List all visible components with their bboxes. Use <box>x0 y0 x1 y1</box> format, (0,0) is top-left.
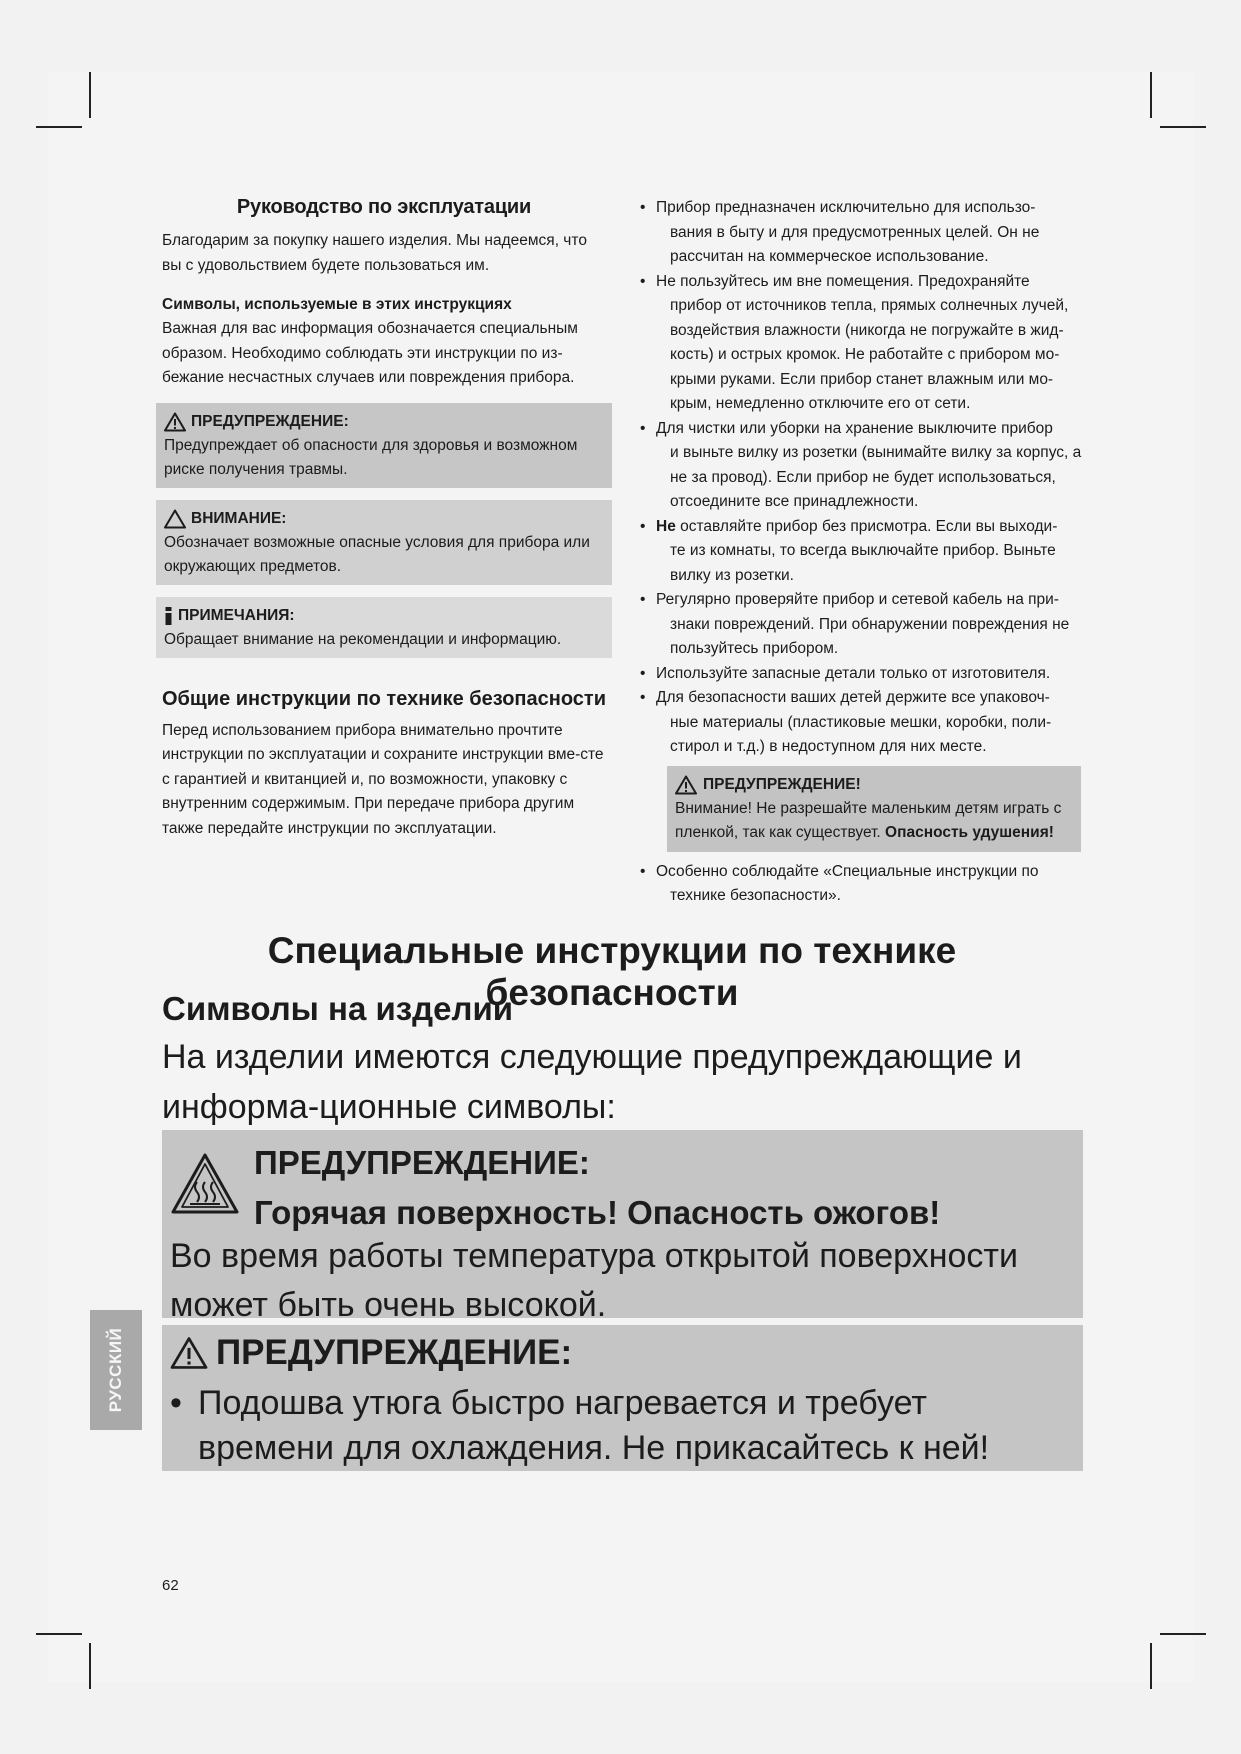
notes-note <box>156 597 612 658</box>
list-item: • Особенно соблюдайте «Специальные инструкции по технике безопасности». <box>640 860 1085 909</box>
right-column <box>640 196 1085 909</box>
left-column <box>162 196 606 841</box>
page-number: 62 <box>162 1577 179 1594</box>
safety-list <box>640 196 1085 760</box>
warning-note <box>156 403 612 488</box>
list-item: • Используйте запасные детали только от изготовителя. <box>640 662 1085 687</box>
suffocation-warning <box>667 766 1081 852</box>
list-item: • Не пользуйтесь им вне помещения. Предохраняйте прибор от источников тепла, прямых солнечных лучей, воздействия влажности (никогда не погружайте в жид-кость) и острых кромок. Не работайте с прибором мо-крыми руками. Если прибор станет влажным или мо-крым, немедленно отключите его от сети. <box>640 270 1085 417</box>
bullet: • <box>640 517 646 535</box>
language-tab-label: РУССКИЙ <box>106 1327 125 1413</box>
bullet: • <box>640 591 646 608</box>
crop-mark <box>1150 1643 1152 1689</box>
warning-triangle-icon <box>164 412 186 432</box>
intro-text: Благодарим за покупку нашего изделия. Мы надеемся, что вы с удовольствием будете пользоваться им. <box>162 232 587 274</box>
suffocation-warning-title: ПРЕДУПРЕЖДЕНИЕ! <box>703 775 861 793</box>
general-safety-heading: Общие инструкции по технике безопасности <box>162 687 606 710</box>
info-icon <box>164 607 173 625</box>
warning-triangle-icon <box>675 775 697 795</box>
crop-mark <box>1150 72 1152 118</box>
safety-list-end <box>640 860 1085 909</box>
suffocation-warning-text: Внимание! Не разрешайте маленьким детям играть с пленкой, так как существует. Опасность удушения! <box>675 799 1062 841</box>
caution-triangle-icon <box>164 509 186 529</box>
list-item: • Не оставляйте прибор без присмотра. Если вы выходи- те из комнаты, то всегда выключайте прибор. Выньте вилку из розетки. <box>640 515 1085 589</box>
list-item: • Регулярно проверяйте прибор и сетевой кабель на при- знаки повреждений. При обнаружении повреждения не пользуйтесь прибором. <box>640 588 1085 662</box>
general-safety-text: Перед использованием прибора внимательно прочтите инструкции по эксплуатации и сохраните инструкции вме-сте с гарантией и квитанцией и, по возможности, упаковку с внутренним содержимым. При передаче прибора другим также передайте инструкции по эксплуатации. <box>162 721 604 837</box>
iron-sole-warning <box>162 1325 1083 1471</box>
iron-sole-warning-title: ПРЕДУПРЕЖДЕНИЕ: <box>216 1333 573 1372</box>
warning-note-title: ПРЕДУПРЕЖДЕНИЕ: <box>191 412 349 430</box>
crop-mark <box>36 126 82 128</box>
notes-note-title: ПРИМЕЧАНИЯ: <box>178 606 295 624</box>
list-item: • Для безопасности ваших детей держите все упаковоч- ные материалы (пластиковые мешки, коробки, поли-стирол и т.д.) в недоступном для них месте. <box>640 686 1085 760</box>
hot-surface-icon <box>170 1152 240 1216</box>
list-item: • Для чистки или уборки на хранение выключите прибор и выньте вилку из розетки (вынимайте вилку за корпус, а не за провод). Если прибор не будет использоваться, отсоедините все принадлежности. <box>640 417 1085 515</box>
bullet: • <box>640 199 646 216</box>
bullet: • <box>170 1384 182 1422</box>
crop-mark <box>36 1633 82 1635</box>
hot-surface-warning <box>162 1130 1083 1324</box>
list-item: • Прибор предназначен исключительно для использо- вания в быту и для предусмотренных целей. Он не рассчитан на коммерческое использование. <box>640 196 1085 270</box>
bullet: • <box>640 862 646 880</box>
product-symbols-intro: На изделии имеются следующие предупреждающие и информа-ционные символы: <box>162 1038 1022 1126</box>
caution-note-text: Обозначает возможные опасные условия для прибора или окружающих предметов. <box>164 533 590 575</box>
crop-mark <box>89 72 91 118</box>
iron-sole-warning-text: Подошва утюга быстро нагревается и требует времени для охлаждения. Не прикасайтесь к ней! <box>198 1384 990 1467</box>
special-safety-title: Специальные инструкции по технике безопасности <box>267 930 957 1013</box>
bullet: • <box>640 664 646 682</box>
notes-note-text: Обращает внимание на рекомендации и информацию. <box>164 630 562 648</box>
crop-mark <box>89 1643 91 1689</box>
caution-note-title: ВНИМАНИЕ: <box>191 509 287 527</box>
hot-surface-warning-text: Во время работы температура открытой поверхности может быть очень высокой. <box>170 1237 1018 1324</box>
crop-mark <box>1160 1633 1206 1635</box>
iron-sole-warning-text-block <box>170 1381 1070 1471</box>
hot-surface-warning-title: ПРЕДУПРЕЖДЕНИЕ: <box>254 1144 590 1181</box>
crop-mark <box>1160 126 1206 128</box>
caution-note <box>156 500 612 585</box>
bullet: • <box>640 419 646 437</box>
bullet: • <box>640 689 646 706</box>
symbols-text: Важная для вас информация обозначается специальным образом. Необходимо соблюдать эти инструкции по из-бежание несчастных случаев или повреждения прибора. <box>162 320 578 386</box>
symbols-heading: Символы, используемые в этих инструкциях <box>162 296 512 313</box>
product-symbols-heading: Символы на изделии <box>162 990 514 1027</box>
bullet: • <box>640 272 646 290</box>
manual-title: Руководство по эксплуатации <box>236 196 532 218</box>
warning-triangle-icon <box>170 1336 208 1370</box>
hot-surface-warning-subtitle: Горячая поверхность! Опасность ожогов! <box>254 1194 941 1231</box>
language-tab <box>90 1310 142 1430</box>
warning-note-text: Предупреждает об опасности для здоровья и возможном риске получения травмы. <box>164 436 578 478</box>
